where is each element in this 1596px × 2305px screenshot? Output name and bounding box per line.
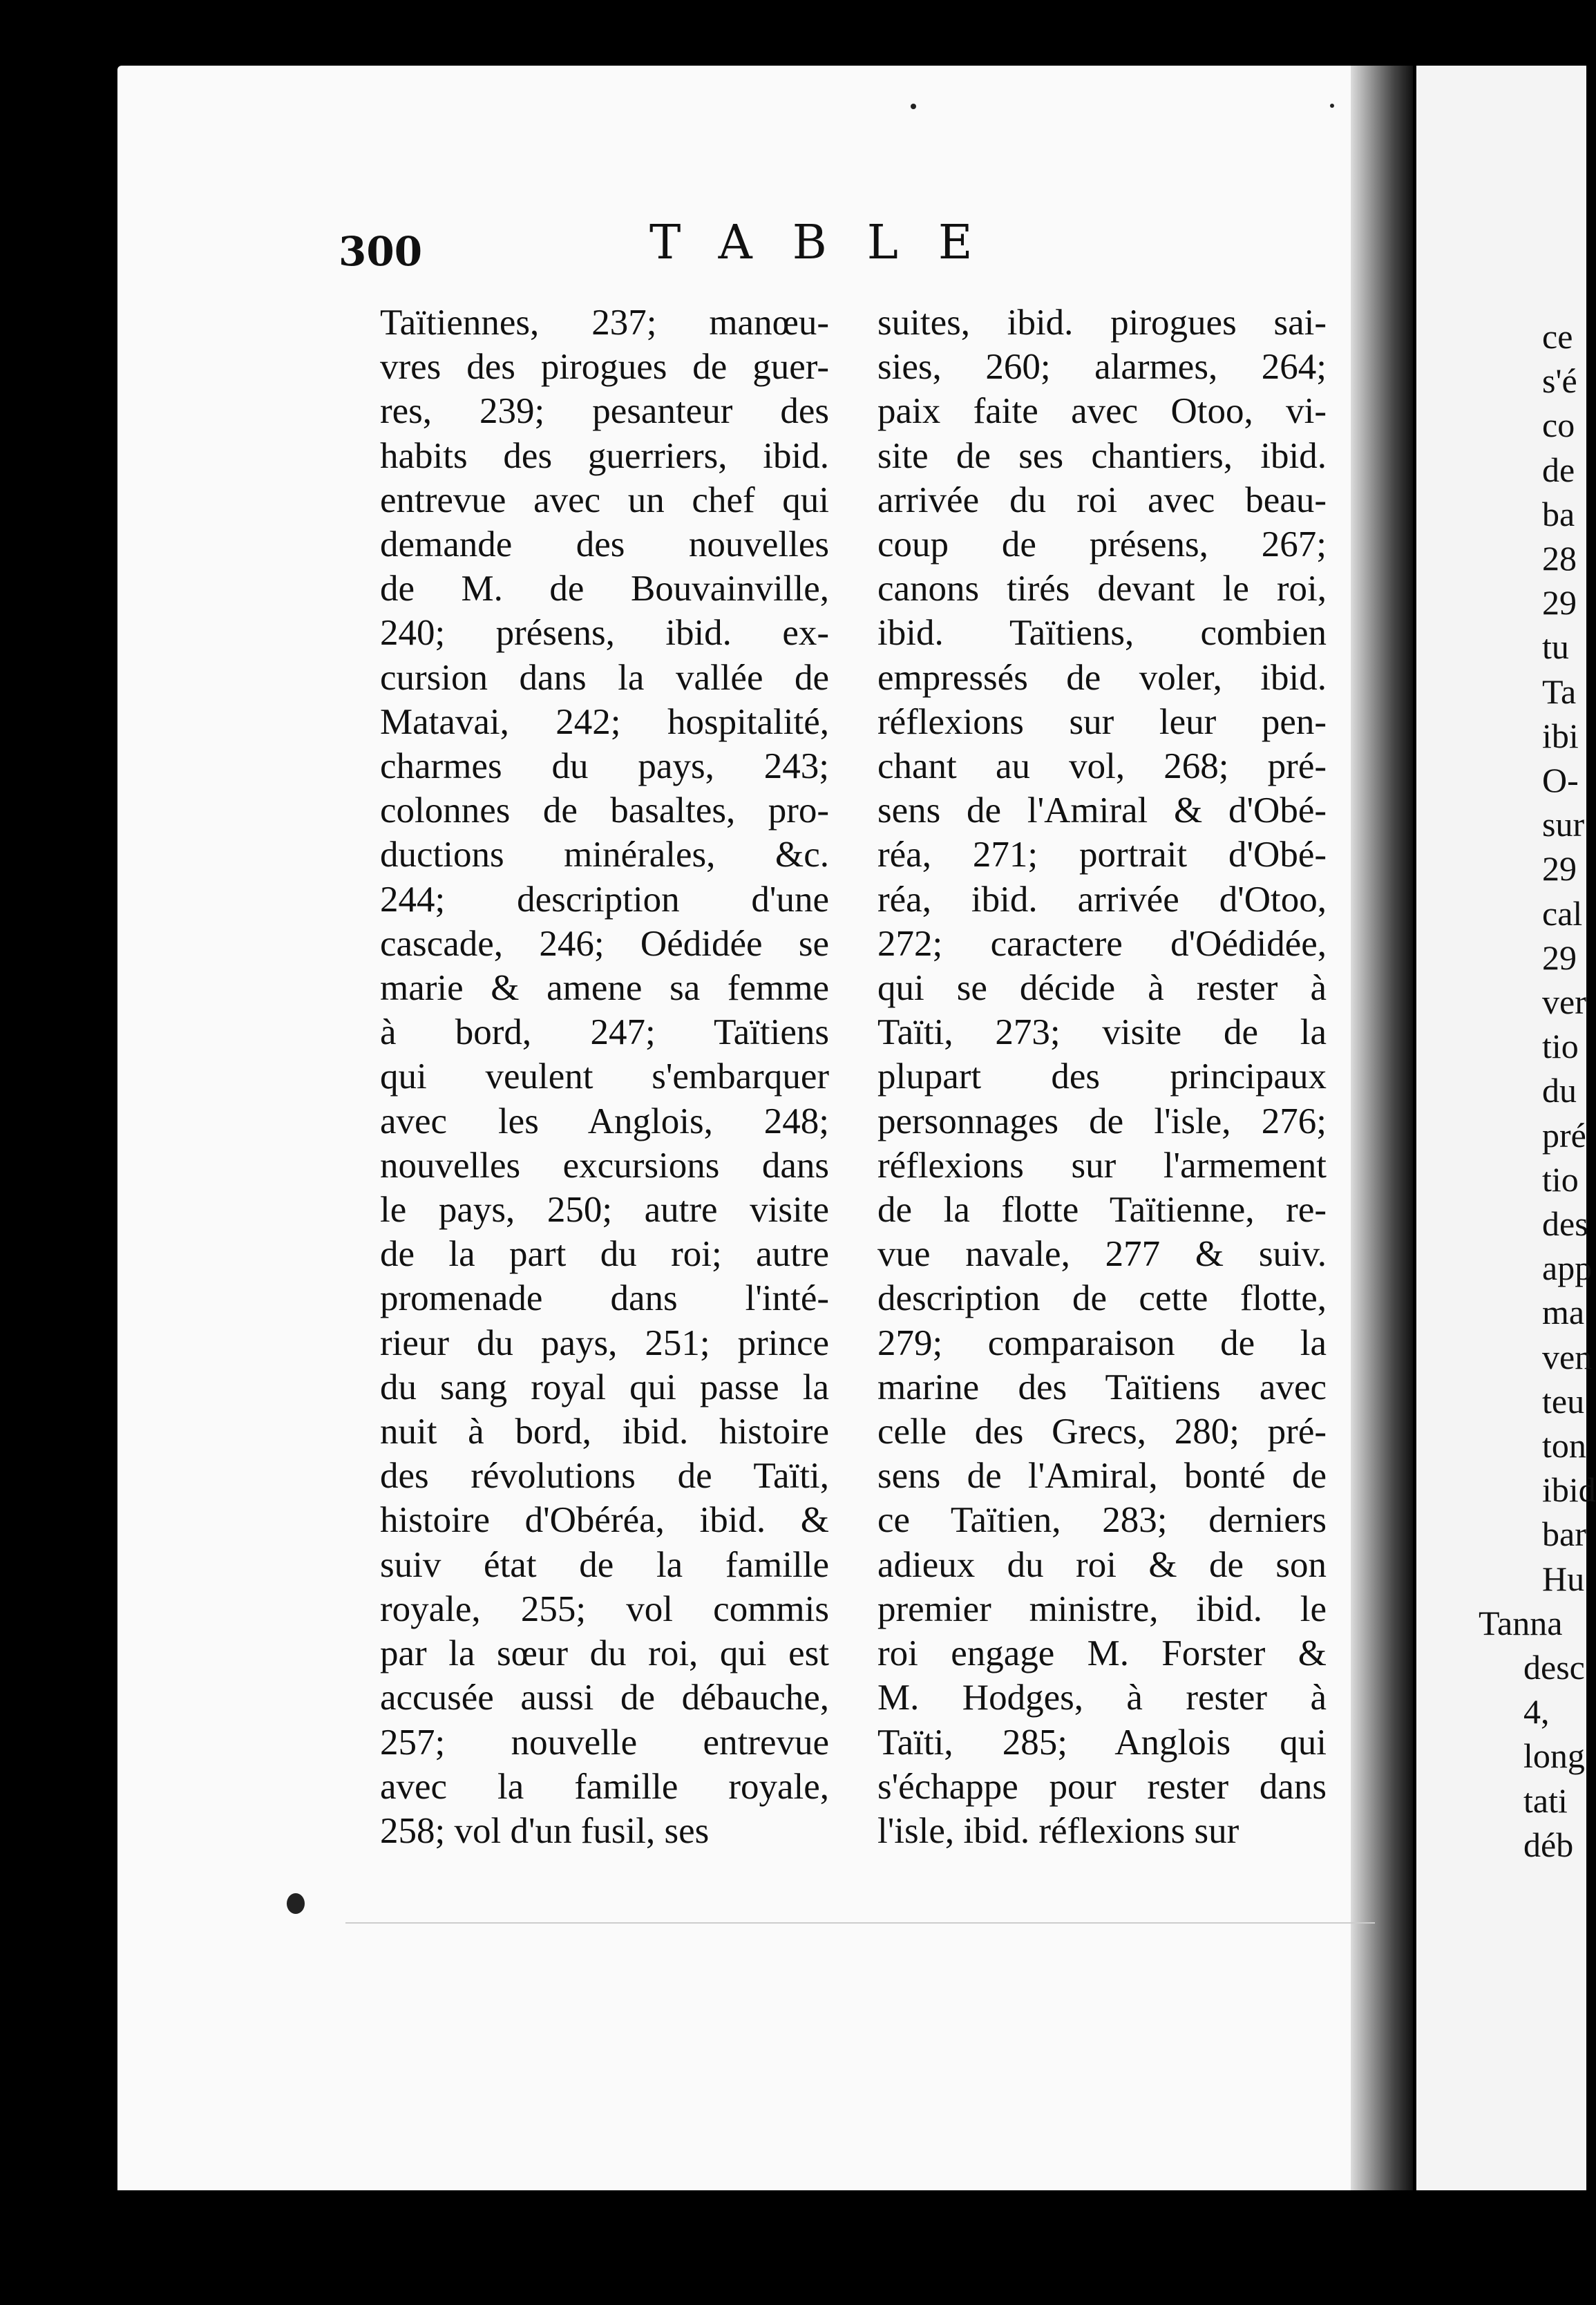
facing-fragment: bar	[1542, 1515, 1586, 1554]
index-line: rieur du pays, 251; prince	[380, 1322, 829, 1363]
index-line: vue navale, 277 & suiv.	[877, 1234, 1327, 1275]
index-line: canons tirés devant le roi,	[877, 569, 1327, 609]
index-column-left	[380, 301, 829, 1853]
facing-fragment: ba	[1542, 494, 1575, 533]
index-line: à bord, 247; Taïtiens	[380, 1012, 829, 1053]
facing-fragment: ibi	[1542, 716, 1579, 755]
index-line: suiv état de la famille	[380, 1544, 829, 1585]
index-line: celle des Grecs, 280; pré-	[877, 1412, 1327, 1452]
index-line: avec la famille royale,	[380, 1766, 829, 1807]
index-line: premier ministre, ibid. le	[877, 1588, 1327, 1629]
facing-fragment: ton	[1542, 1426, 1586, 1465]
facing-fragment: 4,	[1523, 1692, 1550, 1732]
index-line: paix faite avec Otoo, vi-	[877, 391, 1327, 432]
index-line: cursion dans la vallée de	[380, 657, 829, 698]
book-gutter	[1351, 66, 1413, 2190]
facing-fragment: teu	[1542, 1381, 1585, 1421]
index-line: personnages de l'isle, 276;	[877, 1101, 1327, 1141]
facing-fragment: déb	[1523, 1825, 1574, 1864]
index-line: suites, ibid. pirogues sai-	[877, 303, 1327, 343]
index-line: promenade dans l'inté-	[380, 1278, 829, 1319]
index-line: 272; caractere d'Oédidée,	[877, 923, 1327, 964]
facing-fragment: desc	[1523, 1648, 1585, 1687]
index-line: sies, 260; alarmes, 264;	[877, 347, 1327, 388]
index-line: 240; présens, ibid. ex-	[380, 613, 829, 654]
index-line: plupart des principaux	[877, 1056, 1327, 1097]
index-line: res, 239; pesanteur des	[380, 391, 829, 432]
index-line: Taïtiennes, 237; manœu-	[380, 303, 829, 343]
index-line: ductions minérales, &c.	[380, 835, 829, 875]
index-line: histoire d'Obéréa, ibid. &	[380, 1500, 829, 1541]
facing-fragment: long	[1523, 1736, 1585, 1776]
index-line: colonnes de basaltes, pro-	[380, 790, 829, 831]
facing-fragment: tio	[1542, 1159, 1579, 1199]
facing-fragment: 28	[1542, 539, 1577, 578]
facing-fragment: Hu	[1542, 1559, 1585, 1598]
index-line: du sang royal qui passe la	[380, 1367, 829, 1407]
index-line: marie & amene sa femme	[380, 968, 829, 1009]
facing-fragment: ibid	[1542, 1470, 1596, 1510]
index-line: empressés de voler, ibid.	[877, 657, 1327, 698]
index-line: Taïti, 273; visite de la	[877, 1012, 1327, 1053]
index-line: vres des pirogues de guer-	[380, 347, 829, 388]
facing-fragment: ver	[1542, 983, 1586, 1021]
index-line: chant au vol, 268; pré-	[877, 746, 1327, 787]
index-line: marine des Taïtiens avec	[877, 1367, 1327, 1407]
index-line: sens de l'Amiral & d'Obé-	[877, 790, 1327, 831]
index-line: Matavai, 242; hospitalité,	[380, 701, 829, 742]
page-rule	[345, 1922, 1375, 1924]
facing-fragment: tati	[1523, 1781, 1568, 1820]
ink-blot	[287, 1893, 305, 1914]
facing-fragment: s'é	[1542, 361, 1577, 401]
facing-fragment: sur	[1542, 805, 1585, 844]
facing-fragment: cal	[1542, 893, 1583, 933]
index-line: M. Hodges, à rester à	[877, 1678, 1327, 1718]
facing-fragment: co	[1542, 406, 1575, 445]
index-line: des révolutions de Taïti,	[380, 1456, 829, 1497]
index-line: roi engage M. Forster &	[877, 1633, 1327, 1674]
ink-speck	[1330, 104, 1334, 108]
facing-fragment: tio	[1542, 1027, 1579, 1066]
index-line: 244; description d'une	[380, 879, 829, 920]
index-line: royale, 255; vol commis	[380, 1588, 829, 1629]
index-line: de M. de Bouvainville,	[380, 569, 829, 609]
index-line: de la part du roi; autre	[380, 1234, 829, 1275]
facing-fragment: ven	[1542, 1337, 1593, 1376]
index-line: réa, ibid. arrivée d'Otoo,	[877, 879, 1327, 920]
facing-fragment: pré	[1542, 1115, 1586, 1155]
index-line: adieux du roi & de son	[877, 1544, 1327, 1585]
index-line: 279; comparaison de la	[877, 1322, 1327, 1363]
facing-fragment: du	[1542, 1071, 1577, 1110]
index-line: description de cette flotte,	[877, 1278, 1327, 1319]
facing-fragment: Tanna	[1479, 1603, 1563, 1642]
index-column-right	[877, 301, 1327, 1853]
index-line: entrevue avec un chef qui	[380, 480, 829, 520]
index-line: habits des guerriers, ibid.	[380, 435, 829, 476]
facing-fragment: tu	[1542, 627, 1569, 667]
facing-fragment: 29	[1542, 938, 1577, 977]
index-line: qui se décide à rester à	[877, 968, 1327, 1009]
index-line: 258; vol d'un fusil, ses	[380, 1810, 710, 1851]
index-line: nouvelles excursions dans	[380, 1145, 829, 1186]
facing-fragment: O-	[1542, 761, 1579, 799]
index-line: avec les Anglois, 248;	[380, 1101, 829, 1141]
index-line: l'isle, ibid. réflexions sur	[877, 1810, 1239, 1851]
index-line: site de ses chantiers, ibid.	[877, 435, 1327, 476]
ink-speck	[911, 104, 916, 109]
index-line: réflexions sur leur pen-	[877, 701, 1327, 742]
index-line: sens de l'Amiral, bonté de	[877, 1456, 1327, 1497]
facing-page-text	[1416, 314, 1596, 1904]
index-line: demande des nouvelles	[380, 524, 829, 565]
facing-fragment: 29	[1542, 583, 1577, 623]
running-title: TABLE	[649, 216, 1013, 270]
index-line: ibid. Taïtiens, combien	[877, 613, 1327, 654]
page-number: 300	[339, 228, 423, 275]
facing-fragment: des	[1542, 1204, 1588, 1243]
index-line: ce Taïtien, 283; derniers	[877, 1500, 1327, 1541]
index-line: par la sœur du roi, qui est	[380, 1633, 829, 1674]
index-line: réflexions sur l'armement	[877, 1145, 1327, 1186]
index-line: de la flotte Taïtienne, re-	[877, 1190, 1327, 1231]
facing-fragment: de	[1542, 450, 1575, 489]
index-line: accusée aussi de débauche,	[380, 1678, 829, 1718]
index-line: qui veulent s'embarquer	[380, 1056, 829, 1097]
index-line: charmes du pays, 243;	[380, 746, 829, 787]
index-line: s'échappe pour rester dans	[877, 1766, 1327, 1807]
index-line: réa, 271; portrait d'Obé-	[877, 835, 1327, 875]
index-line: arrivée du roi avec beau-	[877, 480, 1327, 520]
facing-fragment: ce	[1542, 317, 1573, 356]
index-line: cascade, 246; Oédidée se	[380, 923, 829, 964]
facing-fragment: 29	[1542, 849, 1577, 889]
index-line: 257; nouvelle entrevue	[380, 1722, 829, 1763]
facing-fragment: app	[1542, 1249, 1593, 1288]
facing-fragment: Ta	[1542, 672, 1577, 711]
index-line: le pays, 250; autre visite	[380, 1190, 829, 1231]
facing-fragment: ma	[1542, 1293, 1585, 1332]
index-line: coup de présens, 267;	[877, 524, 1327, 565]
index-line: nuit à bord, ibid. histoire	[380, 1412, 829, 1452]
index-line: Taïti, 285; Anglois qui	[877, 1722, 1327, 1763]
